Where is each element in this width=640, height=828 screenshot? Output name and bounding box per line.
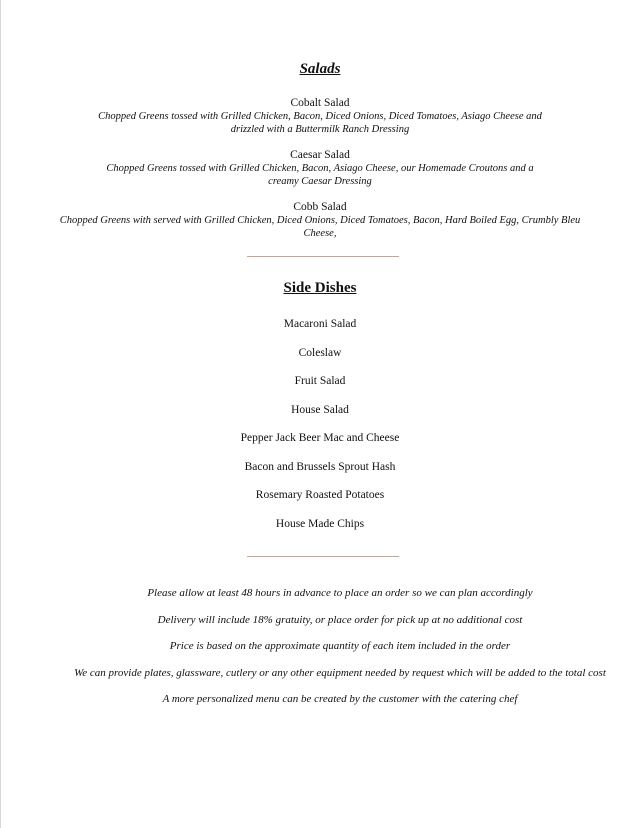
salad-item	[40, 200, 600, 240]
side-dishes-heading: Side Dishes	[283, 280, 357, 296]
side-dish-item: House Made Chips	[275, 517, 365, 530]
ordering-note: Delivery will include 18% gratuity, or place order for pick up at no additional cost	[157, 613, 523, 626]
side-dish-item: Rosemary Roasted Potatoes	[255, 489, 385, 501]
salads-heading: Salads	[299, 61, 341, 77]
side-dish-item: Bacon and Brussels Sprout Hash	[244, 460, 396, 473]
salad-name: Cobalt Salad	[290, 97, 350, 109]
side-dish-item: Fruit Salad	[294, 375, 346, 387]
ordering-notes	[60, 580, 620, 713]
salad-description: Chopped Greens tossed with Grilled Chicken, Bacon, Asiago Cheese, our Homemade Croutons and a creamy Caesar Dressing	[106, 163, 534, 187]
side-dish-item: Coleslaw	[298, 346, 342, 359]
ordering-note: Please allow at least 48 hours in advance to place an order so we can plan accordingly	[147, 587, 533, 599]
section-divider	[247, 556, 399, 557]
side-dish-item: Macaroni Salad	[283, 318, 357, 330]
salad-description: Chopped Greens tossed with Grilled Chicken, Bacon, Diced Onions, Diced Tomatoes, Asiago Cheese and drizzled with a Buttermilk Ranch Dressing	[98, 111, 542, 135]
salad-item	[40, 96, 600, 136]
side-dishes-list	[0, 316, 640, 544]
side-dish-item: Pepper Jack Beer Mac and Cheese	[240, 432, 400, 444]
ordering-note: Price is based on the approximate quantity of each item included in the order	[169, 640, 511, 652]
salad-name: Caesar Salad	[290, 149, 350, 161]
section-divider	[247, 256, 399, 257]
side-dish-item: House Salad	[291, 403, 349, 416]
salad-name: Cobb Salad	[293, 201, 347, 213]
ordering-note: A more personalized menu can be created by the customer with the catering chef	[162, 693, 518, 705]
ordering-note: We can provide plates, glassware, cutlery or any other equipment needed by request which will be added to the total cost	[74, 666, 606, 679]
salad-description: Chopped Greens with served with Grilled Chicken, Diced Onions, Diced Tomatoes, Bacon, Hard Boiled Egg, Crumbly Bleu Cheese,	[59, 215, 581, 239]
salad-item	[40, 148, 600, 188]
